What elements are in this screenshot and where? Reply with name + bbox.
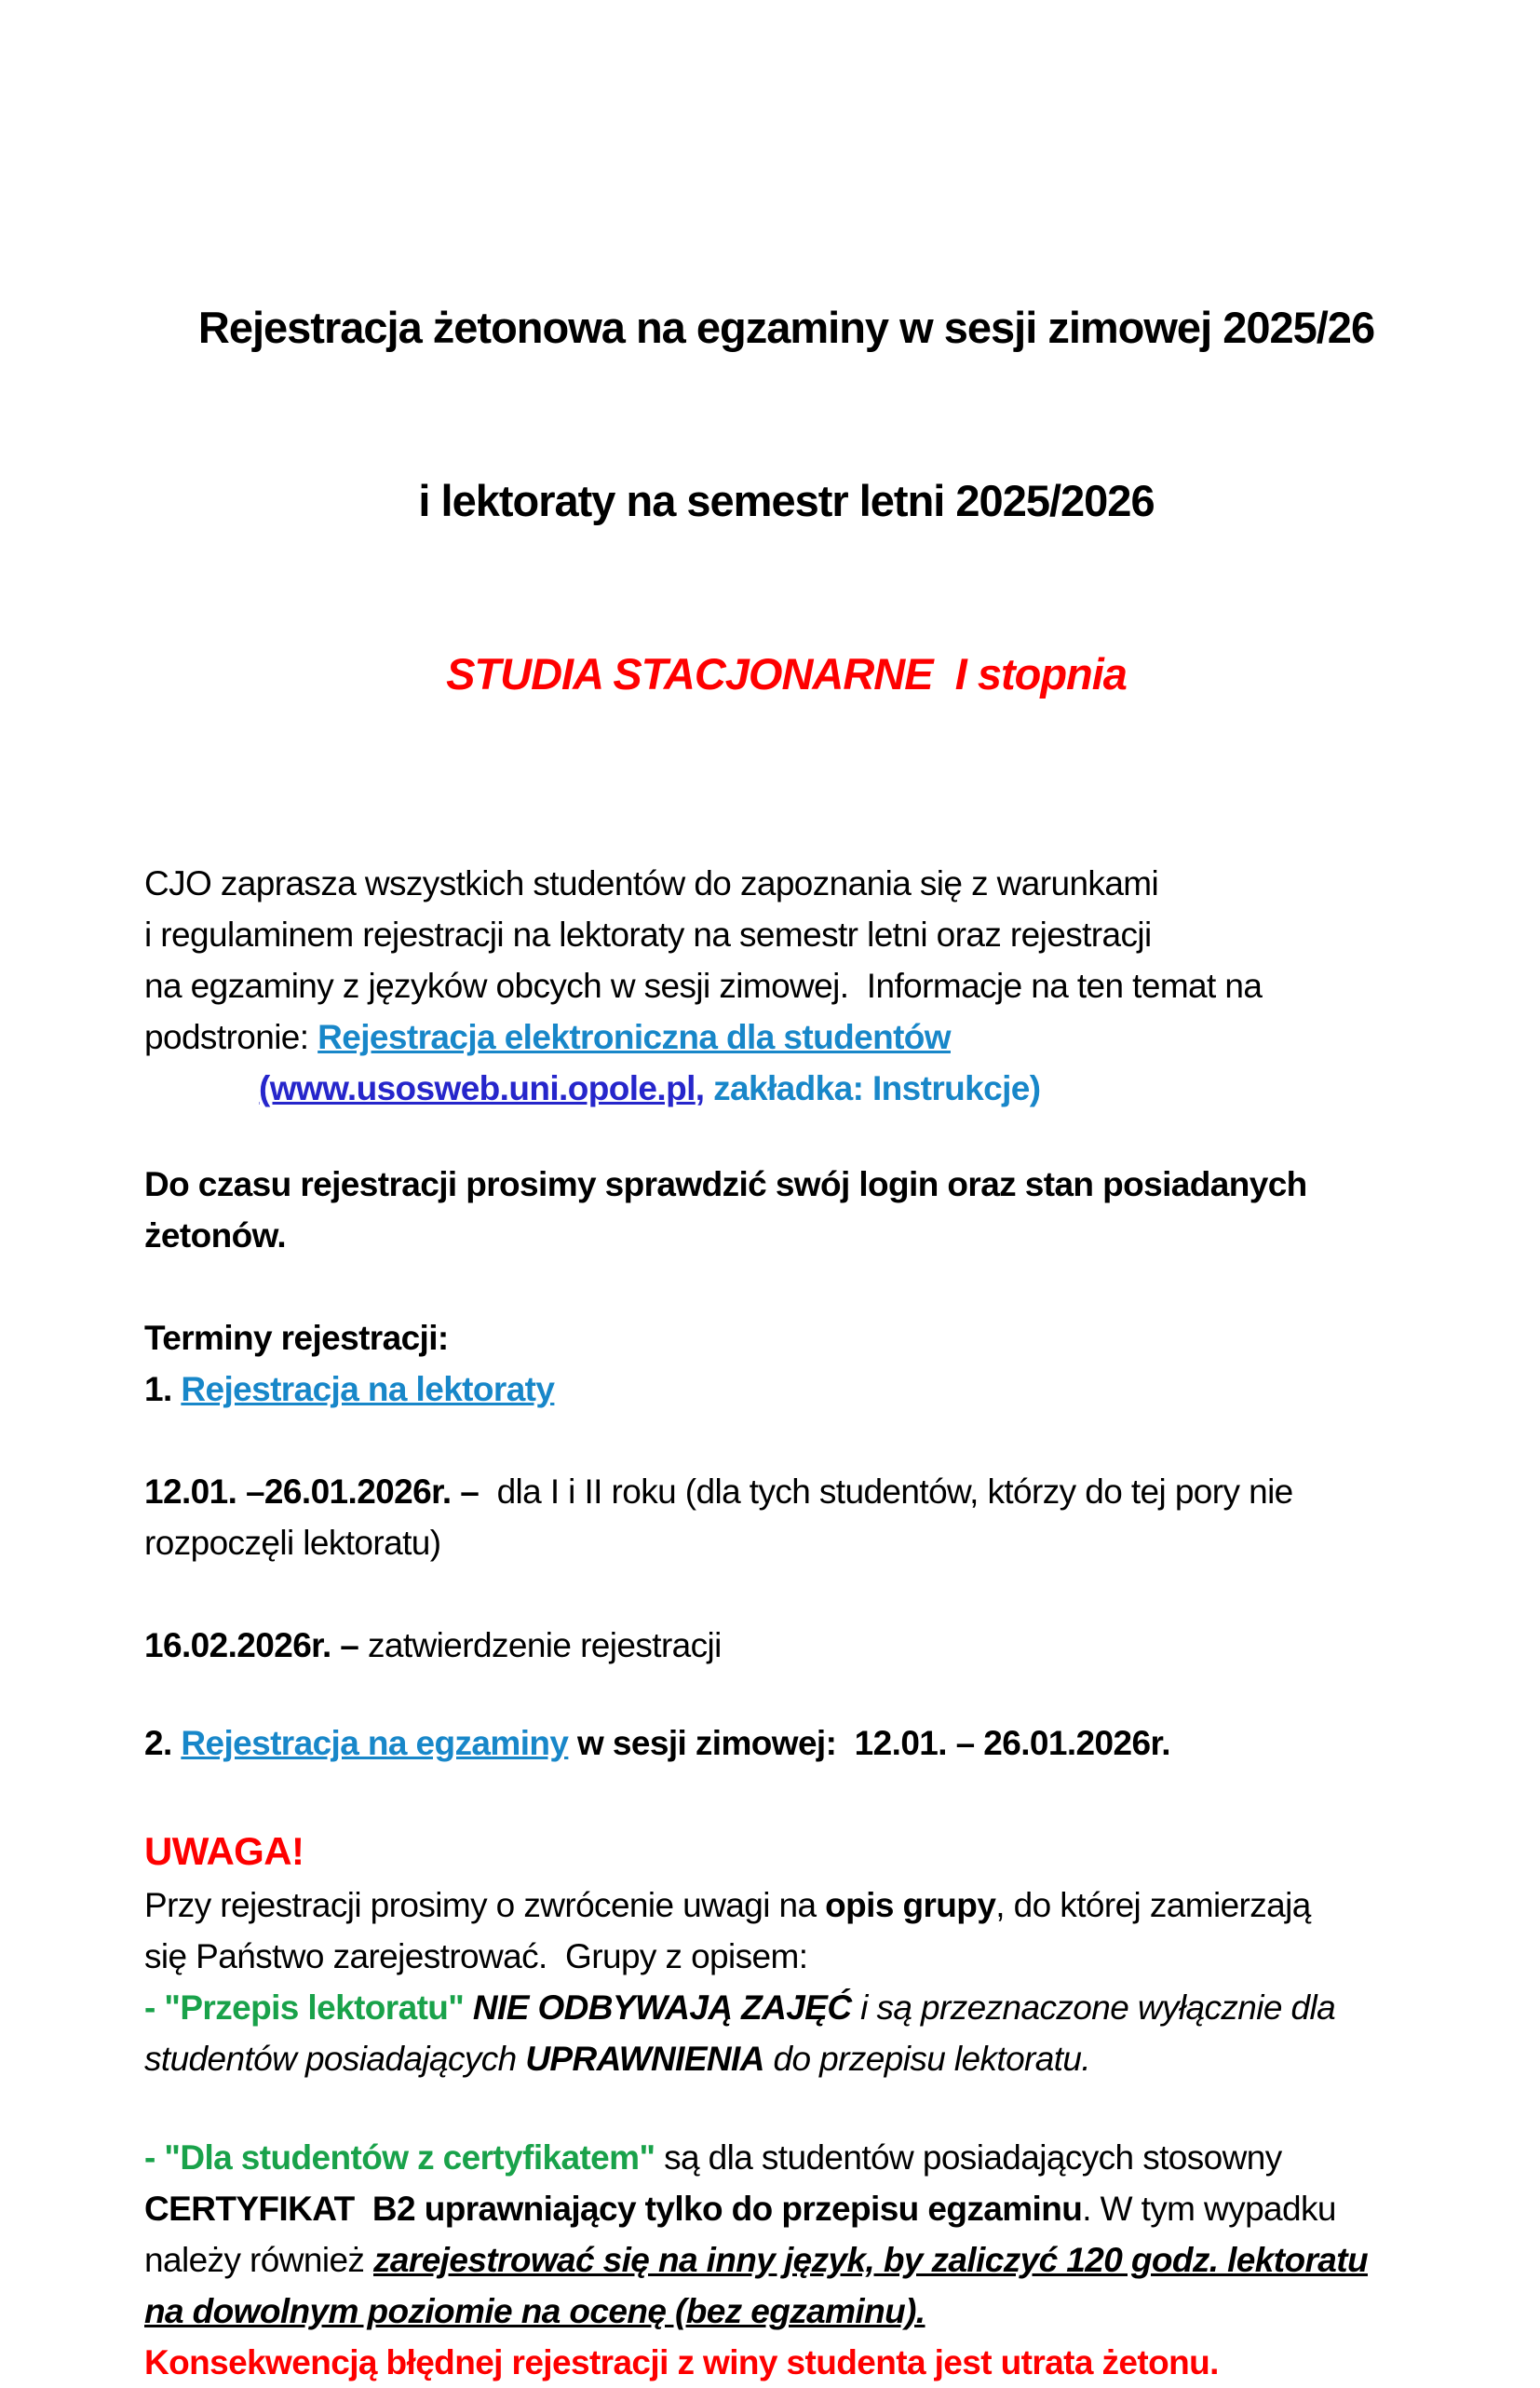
certificate-line-3: [144, 2234, 1428, 2286]
certificate-line-2: [144, 2183, 1428, 2234]
przepis-lektoratu-label: - "Przepis lektoratu": [144, 1988, 473, 2027]
page-title-line-2: i lektoraty na semestr letni 2025/2026: [418, 476, 1155, 525]
uprawnienia-emphasis: UPRAWNIENIA: [525, 2040, 764, 2078]
intro-paragraph: [144, 858, 1428, 1114]
register-other-language-emphasis-2: na dowolnym poziomie na ocenę (bez egzaminu).: [144, 2292, 925, 2330]
certificate-line-1: [144, 2132, 1428, 2183]
link-rejestracja-na-lektoraty[interactable]: Rejestracja na lektoraty: [181, 1370, 555, 1408]
uwaga-heading-text: UWAGA!: [144, 1829, 304, 1873]
przepis-lektoratu-desc-2: studentów posiadających: [144, 2040, 526, 2078]
login-check-line-1: Do czasu rejestracji prosimy sprawdzić swój login oraz stan posiadanych: [144, 1165, 1307, 1203]
intro-line-3: na egzaminy z języków obcych w sesji zimowej. Informacje na ten temat na: [144, 967, 1263, 1005]
confirmation-date-line: [144, 1620, 1428, 1671]
lektoraty-dates: [144, 1466, 1428, 1568]
link-rejestracja-elektroniczna[interactable]: Rejestracja elektroniczna dla studentów: [317, 1018, 951, 1056]
lektoraty-dates-desc: dla I i II roku (dla tych studentów, którzy do tej pory nie: [487, 1472, 1293, 1511]
page-subtitle: STUDIA STACJONARNE I stopnia: [446, 649, 1127, 699]
group-description-note: [144, 1879, 1428, 2084]
certificate-line-3-pre: należy również: [144, 2241, 374, 2279]
login-check-line-2: żetonów.: [144, 1216, 287, 1255]
instrukcje-tab-note: zakładka: Instrukcje): [713, 1069, 1041, 1107]
lektoraty-dates-line-1: [144, 1466, 1428, 1517]
certyfikat-b2-emphasis: CERTYFIKAT B2 uprawniający tylko do przepisu egzaminu: [144, 2190, 1083, 2228]
link-rejestracja-na-egzaminy[interactable]: Rejestracja na egzaminy: [181, 1724, 569, 1762]
lektoraty-dates-line-2: rozpoczęli lektoratu): [144, 1524, 441, 1562]
przepis-lektoratu-line: [144, 1982, 1428, 2033]
group-note-line-1c: , do której zamierzają: [995, 1886, 1311, 1924]
exam-item-number: 2.: [144, 1724, 182, 1762]
lektoraty-date-range: 12.01. –26.01.2026r. –: [144, 1472, 488, 1511]
terms-item-1: [144, 1364, 1428, 1415]
exam-registration-line: [144, 1717, 1428, 1769]
przepis-lektoratu-line-2: [144, 2033, 1428, 2084]
certificate-line-2-rest: . W tym wypadku: [1082, 2190, 1336, 2228]
token-loss-warning-text: Konsekwencją błędnej rejestracji z winy studenta jest utrata żetonu.: [144, 2343, 1219, 2381]
opis-grupy-emphasis: opis grupy: [825, 1886, 996, 1924]
confirmation-date: [144, 1620, 1428, 1671]
url-comma-separator: ,: [695, 1069, 714, 1107]
nie-odbywaja-zajec-emphasis: NIE ODBYWAJĄ ZAJĘĆ: [472, 1988, 852, 2027]
dla-studentow-z-certyfikatem-label: - "Dla studentów z certyfikatem": [144, 2138, 665, 2177]
certificate-line-1-rest: są dla studentów posiadających stosowny: [664, 2138, 1282, 2177]
intro-line-4-label: podstronie:: [144, 1018, 318, 1056]
document-body: [144, 858, 1428, 2388]
token-loss-warning: [144, 2337, 1428, 2388]
group-note-line-1a: Przy rejestracji prosimy o zwrócenie uwagi na: [144, 1886, 826, 1924]
intro-line-2: i regulaminem rejestracji na lektoraty na semestr letni oraz rejestracji: [144, 916, 1152, 954]
group-note-line-1: [144, 1879, 1428, 1931]
link-usosweb-url[interactable]: (www.usosweb.uni.opole.pl: [259, 1069, 696, 1107]
intro-line-5: [144, 1063, 1428, 1114]
terms-item-1-number: 1.: [144, 1370, 182, 1408]
group-note-line-2: się Państwo zarejestrować. Grupy z opisem:: [144, 1937, 808, 1975]
przepis-lektoratu-desc-3: do przepisu lektoratu.: [763, 2040, 1091, 2078]
exam-registration: [144, 1717, 1428, 1769]
terms-heading: Terminy rejestracji:: [144, 1319, 449, 1357]
document-title-block: [144, 183, 1428, 819]
exam-session-dates: w sesji zimowej: 12.01. – 26.01.2026r.: [568, 1724, 1170, 1762]
login-check-notice: [144, 1159, 1428, 1261]
certificate-line-4: [144, 2286, 1428, 2337]
registration-terms: [144, 1312, 1428, 1415]
intro-line-1: CJO zaprasza wszystkich studentów do zapoznania się z warunkami: [144, 864, 1159, 902]
przepis-lektoratu-desc-1: i są przeznaczone wyłącznie dla: [851, 1988, 1336, 2027]
confirmation-date-value: 16.02.2026r. –: [144, 1626, 368, 1664]
uwaga-heading: [144, 1824, 1428, 1879]
page-title-line-1: Rejestracja żetonowa na egzaminy w sesji zimowej 2025/26: [197, 303, 1375, 352]
register-other-language-emphasis-1: zarejestrować się na inny język, by zaliczyć 120 godz. lektoratu: [373, 2241, 1368, 2279]
confirmation-date-desc: zatwierdzenie rejestracji: [367, 1626, 722, 1664]
certificate-note: [144, 2132, 1428, 2388]
intro-line-4: [144, 1011, 1428, 1063]
